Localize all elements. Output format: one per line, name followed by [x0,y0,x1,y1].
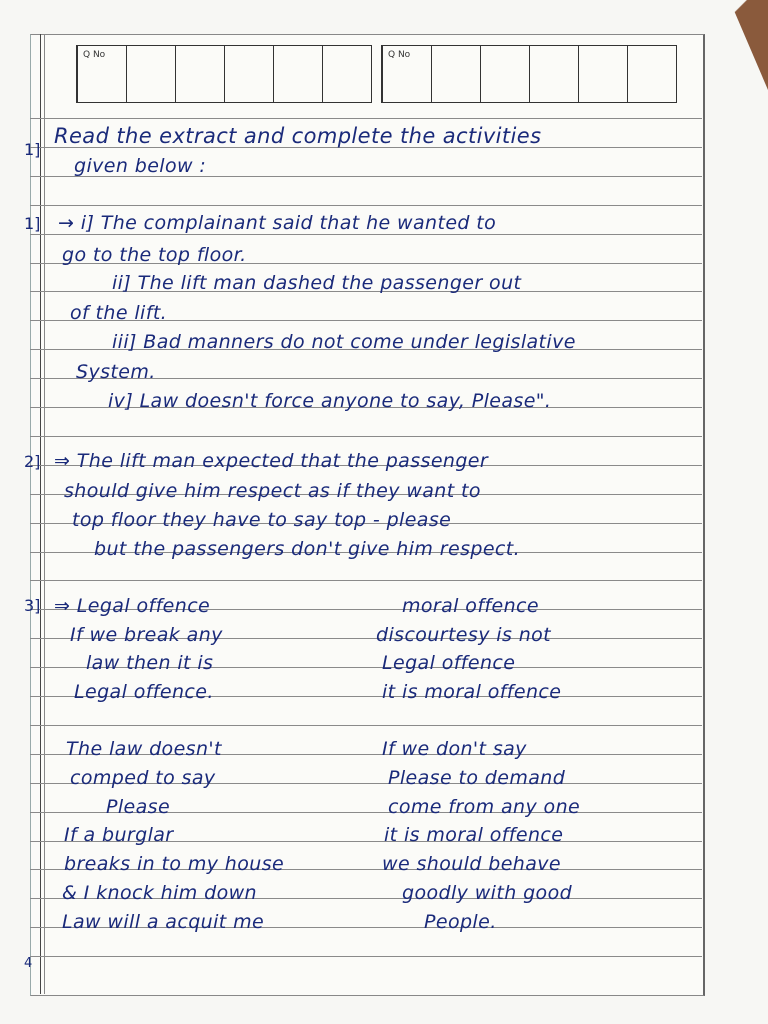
ruled-line [30,118,702,119]
handwritten-line: ⇒ The lift man expected that the passenger [54,450,489,472]
handwritten-line: ii] The lift man dashed the passenger out [112,272,522,294]
page-corner-shadow [698,0,768,90]
question-number-label: Q No [388,50,411,60]
handwritten-line: If a burglar [64,824,174,846]
question-number: 1] [24,140,41,159]
handwritten-line: If we break any [70,624,223,646]
handwritten-line: top floor they have to say top - please [72,509,452,531]
handwritten-line: The law doesn't [66,738,222,760]
margin-line-inner [44,34,45,994]
ruled-line [30,725,702,726]
ruled-line [30,956,702,957]
question-number-box-right [381,45,677,103]
handwritten-line: iii] Bad manners do not come under legislative [112,331,576,353]
handwritten-line: but the passengers don't give him respect. [94,538,521,560]
handwritten-line: Please to demand [388,767,566,789]
handwritten-line: goodly with good [402,882,573,904]
handwritten-line: Legal offence. [74,681,214,703]
handwritten-line: If we don't say [382,738,527,760]
handwritten-line: Please [106,796,171,818]
ruled-line [30,436,702,437]
question-number: 2] [24,452,41,471]
handwritten-line: iv] Law doesn't force anyone to say, Please". [108,390,552,412]
handwritten-line: discourtesy is not [376,624,552,646]
ruled-line [30,580,702,581]
handwritten-line: it is moral offence [382,681,562,703]
handwritten-line: Law will a acquit me [62,911,265,933]
question-number-box-left [76,45,372,103]
question-number: 3] [24,596,41,615]
handwritten-line: we should behave [382,853,562,875]
handwritten-line: People. [424,911,497,933]
handwritten-line: Legal offence [382,652,516,674]
question-number: 4 [24,956,33,971]
handwritten-line: come from any one [388,796,581,818]
ruled-line [30,234,702,235]
handwritten-line: comped to say [70,767,216,789]
handwritten-line: breaks in to my house [64,853,285,875]
handwritten-line: & I knock him down [62,882,257,904]
handwritten-line: → i] The complainant said that he wanted to [58,212,497,234]
handwritten-line: of the lift. [70,302,168,324]
question-number-label: Q No [83,50,106,60]
handwritten-line: Read the extract and complete the activities [54,124,542,148]
handwritten-line: it is moral offence [384,824,564,846]
handwritten-line: moral offence [402,595,539,617]
handwritten-line: go to the top floor. [62,244,247,266]
handwritten-line: System. [76,361,156,383]
margin-line [40,34,41,994]
handwritten-line: law then it is [86,652,214,674]
question-number: 1] [24,214,41,233]
handwritten-line: given below : [74,155,207,177]
handwritten-line: should give him respect as if they want to [64,480,481,502]
ruled-line [30,205,702,206]
handwritten-line: ⇒ Legal offence [54,595,211,617]
